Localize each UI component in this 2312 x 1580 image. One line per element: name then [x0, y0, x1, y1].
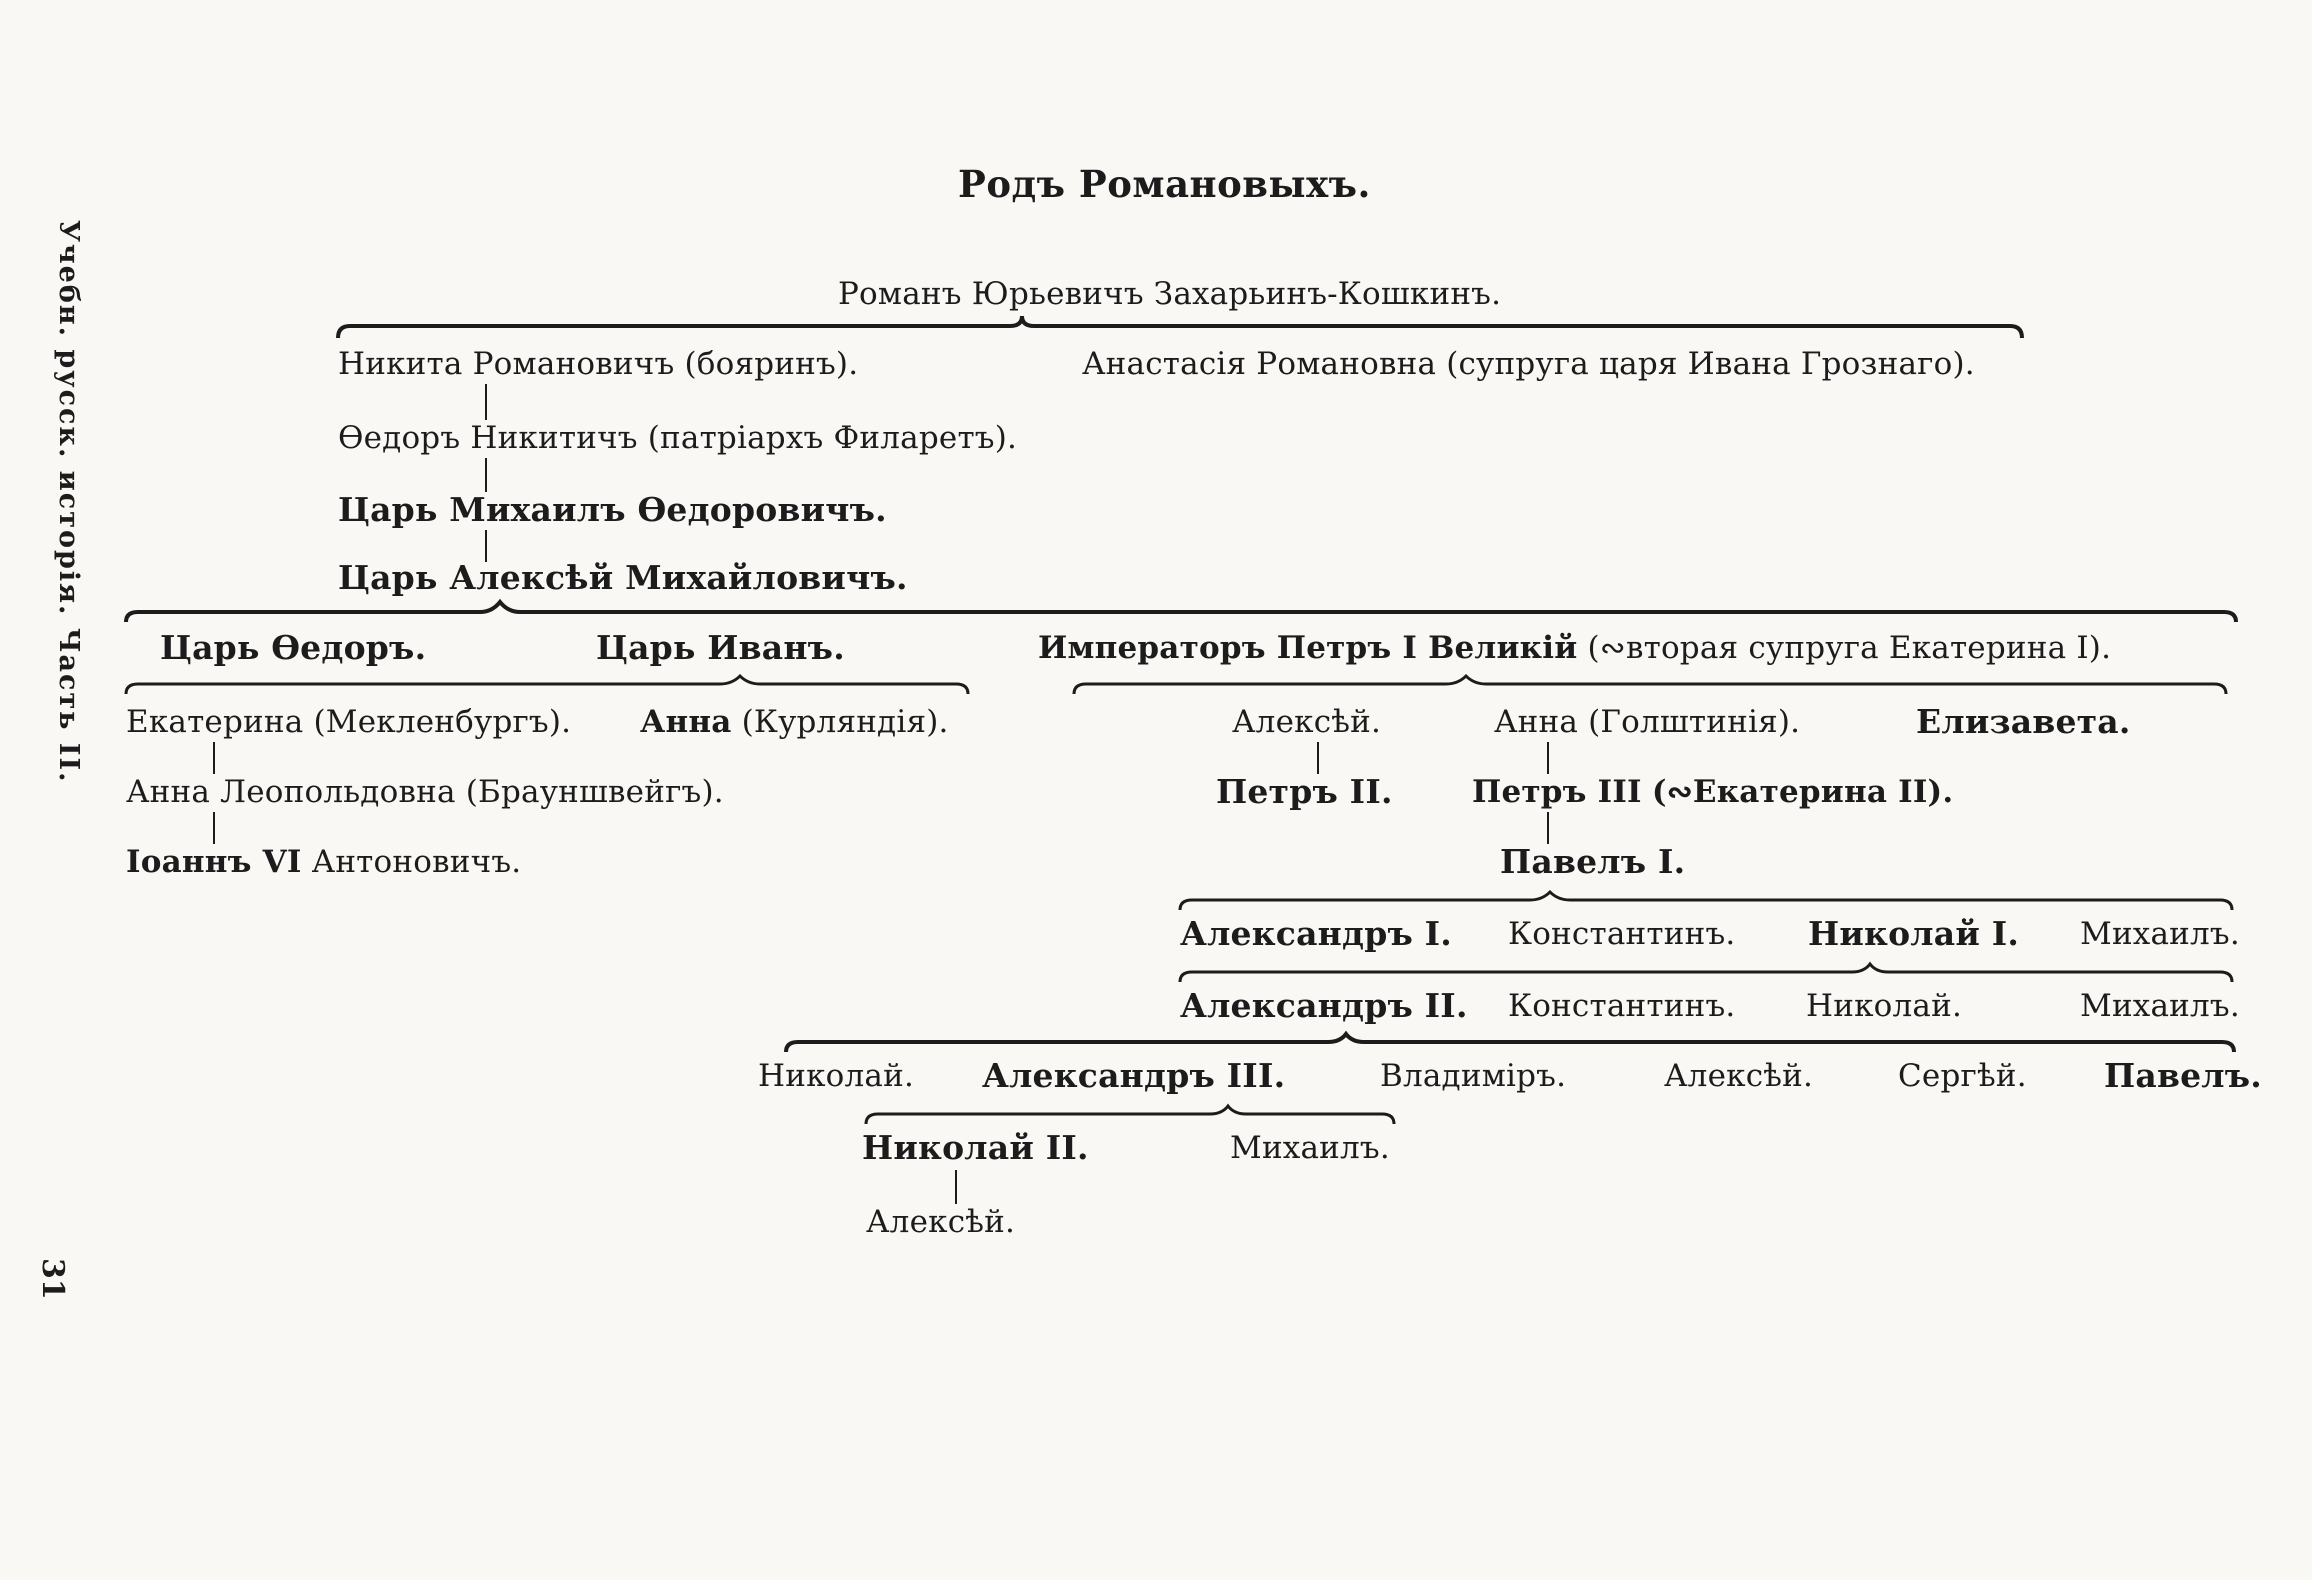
person-mikhail-3: Михаилъ.: [1230, 1130, 1390, 1166]
person-nikita: Никита Романовичъ (бояринъ).: [338, 346, 859, 382]
person-anna-p: Анна (Голштинія).: [1494, 704, 1801, 740]
person-ioann-vi-name: Іоаннъ VI: [126, 844, 302, 880]
brace-ivan-children: [126, 676, 968, 694]
person-vladimir: Владиміръ.: [1380, 1058, 1567, 1094]
person-peter-iii-name: Петръ III: [1472, 774, 1642, 810]
person-aleksei-m: Царь Алексѣй Михайловичъ.: [338, 558, 908, 597]
person-roman: Романъ Юрьевичъ Захарьинъ-Кошкинъ.: [838, 276, 1502, 312]
person-aleksei-4: Алексѣй.: [866, 1204, 1016, 1240]
person-anna-ivan: [640, 702, 949, 742]
person-nikolai-2: Николай.: [1806, 988, 1963, 1024]
brace-peter-children: [1074, 676, 2226, 694]
brace-nicholas-i-children: [1180, 964, 2232, 982]
brace-alexander-ii-children: [786, 1034, 2234, 1052]
brace-pavel-children: [1180, 892, 2232, 910]
brace-aleksei-children: [126, 602, 2236, 622]
running-head: Учебн. русск. исторія. Часть II.: [53, 220, 84, 784]
brace-alexander-iii-children: [866, 1106, 1394, 1124]
person-konstantin-2: Константинъ.: [1508, 988, 1736, 1024]
person-mikhail-1: Михаилъ.: [2080, 916, 2240, 952]
person-mikhail: Царь Михаилъ Өедоровичъ.: [338, 490, 887, 529]
person-peter-i-note: (∾вторая супруга Екатерина I).: [1587, 630, 2112, 666]
person-anna-ivan-note: (Курляндія).: [741, 704, 949, 740]
person-alexander-i: Александръ I.: [1180, 914, 1452, 953]
person-konstantin-1: Константинъ.: [1508, 916, 1736, 952]
person-peter-i: [1038, 628, 2111, 668]
person-peter-iii-note: (∾Екатерина II).: [1651, 774, 1954, 810]
person-peter-iii: [1472, 772, 1953, 812]
page-title: Родъ Романовыхъ.: [958, 162, 1371, 206]
person-elizaveta: Елизавета.: [1916, 702, 2131, 741]
person-nicholas-ii: Николай II.: [862, 1128, 1089, 1167]
person-nicholas-i: Николай I.: [1808, 914, 2020, 953]
person-feodor-nikitich: Өедоръ Никитичъ (патріархъ Филаретъ).: [338, 420, 1018, 456]
person-anna-ivan-name: Анна: [640, 704, 732, 740]
person-alexander-ii: Александръ II.: [1180, 986, 1468, 1025]
person-pavel-i: Павелъ I.: [1500, 842, 1686, 881]
person-tsar-ivan: Царь Иванъ.: [596, 628, 845, 667]
person-ioann-vi: [126, 842, 521, 882]
person-aleksei-3: Алексѣй.: [1664, 1058, 1814, 1094]
person-nikolai-3: Николай.: [758, 1058, 915, 1094]
person-ioann-vi-rest: Антоновичъ.: [311, 844, 522, 880]
person-alexander-iii: Александръ III.: [982, 1056, 1286, 1095]
person-peter-i-name: Императоръ Петръ I Великій: [1038, 630, 1578, 666]
person-peter-ii: Петръ II.: [1216, 772, 1393, 811]
page-number: 31: [35, 1258, 70, 1300]
person-anastasia: Анастасія Романовна (супруга царя Ивана Грознаго).: [1082, 346, 1975, 382]
person-ekaterina-ivan: Екатерина (Мекленбургъ).: [126, 704, 572, 740]
person-pavel-3: Павелъ.: [2104, 1056, 2262, 1095]
brace-roman-children: [338, 316, 2022, 338]
person-sergei: Сергѣй.: [1898, 1058, 2027, 1094]
person-mikhail-2: Михаилъ.: [2080, 988, 2240, 1024]
person-aleksei-p: Алексѣй.: [1232, 704, 1382, 740]
person-anna-leopoldovna: Анна Леопольдовна (Брауншвейгъ).: [126, 774, 724, 810]
person-tsar-feodor: Царь Өедоръ.: [160, 628, 427, 667]
